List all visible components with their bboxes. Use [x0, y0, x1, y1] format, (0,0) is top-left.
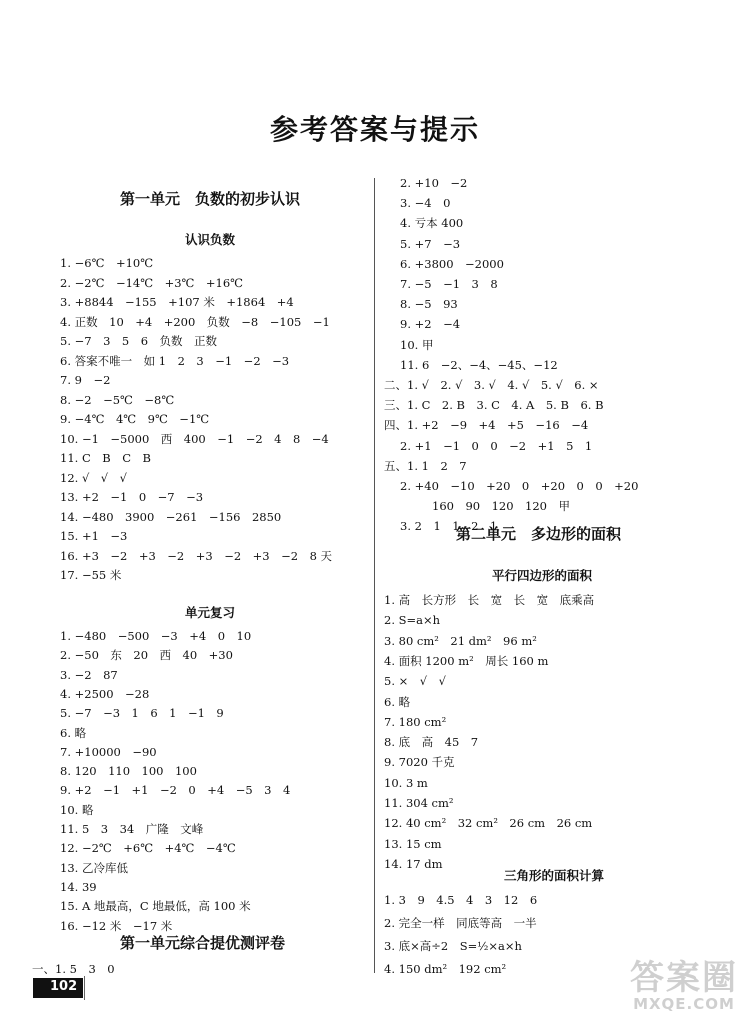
- answer-line: 6. +3800 −2000: [400, 256, 504, 271]
- answer-line: 2. +40 −10 +20 0 +20 0 0 +20: [400, 479, 639, 493]
- answer-line: 17. −55 米: [60, 568, 122, 582]
- answer-line: 2. S=a×h: [384, 613, 441, 628]
- answer-line: 4. 150 dm² 192 cm²: [384, 962, 507, 976]
- answer-line: 2. 完全一样 同底等高 一半: [384, 916, 537, 930]
- answer-line: 7. +10000 −90: [60, 744, 157, 759]
- answer-line: 1. 高 长方形 长 宽 长 宽 底乘高: [384, 593, 595, 607]
- watermark: [630, 950, 738, 1013]
- column-divider: [374, 178, 375, 973]
- answer-line: 2. −2℃ −14℃ +3℃ +16℃: [60, 275, 244, 290]
- answer-line: 8. 底 高 45 7: [384, 735, 479, 750]
- answer-line: 16. −12 米 −17 米: [60, 918, 173, 933]
- answer-line: 8. −5 93: [400, 297, 458, 312]
- answer-line: 6. 答案不唯一 如 1 2 3 −1 −2 −3: [60, 353, 290, 368]
- answer-line: 5. +7 −3: [400, 236, 461, 251]
- answer-line: 5. × √ √: [384, 674, 446, 689]
- answer-line: 16. +3 −2 +3 −2 +3 −2 +3 −2 8 天: [60, 548, 333, 563]
- page-title: 参考答案与提示: [269, 113, 480, 146]
- answer-line: 3. 2 1 1 2 1: [400, 519, 498, 534]
- answer-line: 160 90 120 120 甲: [432, 499, 570, 514]
- answer-line: 14. 39: [60, 879, 97, 894]
- answer-line: 14. −480 3900 −261 −156 2850: [60, 509, 282, 524]
- answer-line: 9. 7020 千克: [384, 755, 455, 770]
- answer-line: 12. 40 cm² 32 cm² 26 cm 26 cm: [384, 816, 593, 831]
- answer-line: 四、1. +2 −9 +4 +5 −16 −4: [384, 418, 589, 433]
- answer-line: 7. −5 −1 3 8: [400, 277, 498, 291]
- answer-line: 3. −2 87: [60, 667, 118, 682]
- answer-line: 4. +2500 −28: [60, 686, 150, 701]
- answer-line: 6. 略: [60, 725, 87, 740]
- answer-line: 3. 80 cm² 21 dm² 96 m²: [384, 633, 537, 648]
- section-unit-review-heading: 单元复习: [185, 605, 236, 620]
- watermark-bottom: MXQE.COM: [633, 995, 735, 1013]
- answer-line: 三、1. C 2. B 3. C 4. A 5. B 6. B: [384, 398, 604, 413]
- answer-line: 8. −2 −5℃ −8℃: [60, 392, 175, 407]
- answer-line: 6. 略: [384, 694, 411, 709]
- section-triangle-heading: 三角形的面积计算: [504, 868, 605, 883]
- answer-line: 9. +2 −1 +1 −2 0 +4 −5 3 4: [60, 783, 291, 798]
- answer-line: 2. +10 −2: [400, 176, 468, 190]
- answer-line: 五、1. 1 2 7: [384, 458, 467, 473]
- answer-line: 11. C B C B: [60, 451, 151, 465]
- unit1-heading: 第一单元 负数的初步认识: [120, 190, 301, 208]
- answer-line: 11. 304 cm²: [384, 796, 454, 810]
- answer-line: 2. +1 −1 0 0 −2 +1 5 1: [400, 438, 593, 453]
- answer-line: 12. −2℃ +6℃ +4℃ −4℃: [60, 841, 236, 856]
- answer-line: 13. 15 cm: [384, 836, 442, 851]
- answer-line: 3. 底×高÷2 S=½×a×h: [384, 939, 522, 953]
- answer-line: 13. +2 −1 0 −7 −3: [60, 490, 204, 504]
- answer-line: 11. 5 3 34 广隆 文峰: [60, 822, 204, 836]
- answer-line: 3. −4 0: [400, 196, 451, 211]
- answer-line: 二、1. √ 2. √ 3. √ 4. √ 5. √ 6. ×: [384, 378, 599, 392]
- answer-line: 15. A 地最高，C 地最低，高 100 米: [60, 899, 251, 914]
- answer-line: 1. −480 −500 −3 +4 0 10: [60, 629, 252, 643]
- answer-line: 1. 3 9 4.5 4 3 12 6: [384, 893, 538, 907]
- section-parallelogram-heading: 平行四边形的面积: [492, 568, 593, 583]
- answer-line: 10. 甲: [400, 337, 434, 352]
- page-edge-mark: [84, 976, 91, 1000]
- answer-line: 4. 正数 10 +4 +200 负数 −8 −105 −1: [60, 314, 330, 329]
- answer-line: 9. −4℃ 4℃ 9℃ −1℃: [60, 412, 210, 426]
- answer-line: 5. −7 3 5 6 负数 正数: [60, 334, 218, 348]
- answer-line: 13. 乙冷库低: [60, 860, 128, 875]
- answer-line: 5. −7 −3 1 6 1 −1 9: [60, 706, 224, 721]
- answer-line: 9. +2 −4: [400, 317, 461, 332]
- answer-line: 10. 略: [60, 802, 94, 817]
- unit2-heading: 第二单元 多边形的面积: [456, 525, 622, 543]
- answer-line: 8. 120 110 100 100: [60, 764, 197, 779]
- answer-line: 12. √ √ √: [60, 470, 127, 485]
- answer-line: 7. 180 cm²: [384, 714, 447, 729]
- answer-line: 1. −6℃ +10℃: [60, 256, 154, 270]
- test-first-line: 一、1. 5 3 0: [32, 962, 115, 976]
- answer-line: 3. +8844 −155 +107 米 +1864 +4: [60, 295, 294, 309]
- section-recognize-negatives-heading: 认识负数: [185, 232, 236, 247]
- answer-line: 10. 3 m: [384, 775, 428, 790]
- answer-line: 4. 亏本 400: [400, 216, 464, 231]
- unit1-test-heading: 第一单元综合提优测评卷: [120, 934, 286, 952]
- answer-line: 11. 6 −2、−4、−45、−12: [400, 357, 558, 372]
- page-number: 102: [50, 979, 78, 994]
- answer-line: 7. 9 −2: [60, 373, 111, 387]
- watermark-top: 答案圈: [630, 958, 738, 998]
- answer-line: 2. −50 东 20 西 40 +30: [60, 648, 233, 663]
- answer-line: 15. +1 −3: [60, 529, 128, 543]
- answer-line: 14. 17 dm: [384, 856, 443, 871]
- answer-line: 4. 面积 1200 m² 周长 160 m: [384, 653, 549, 668]
- answer-line: 10. −1 −5000 西 400 −1 −2 4 8 −4: [60, 431, 329, 446]
